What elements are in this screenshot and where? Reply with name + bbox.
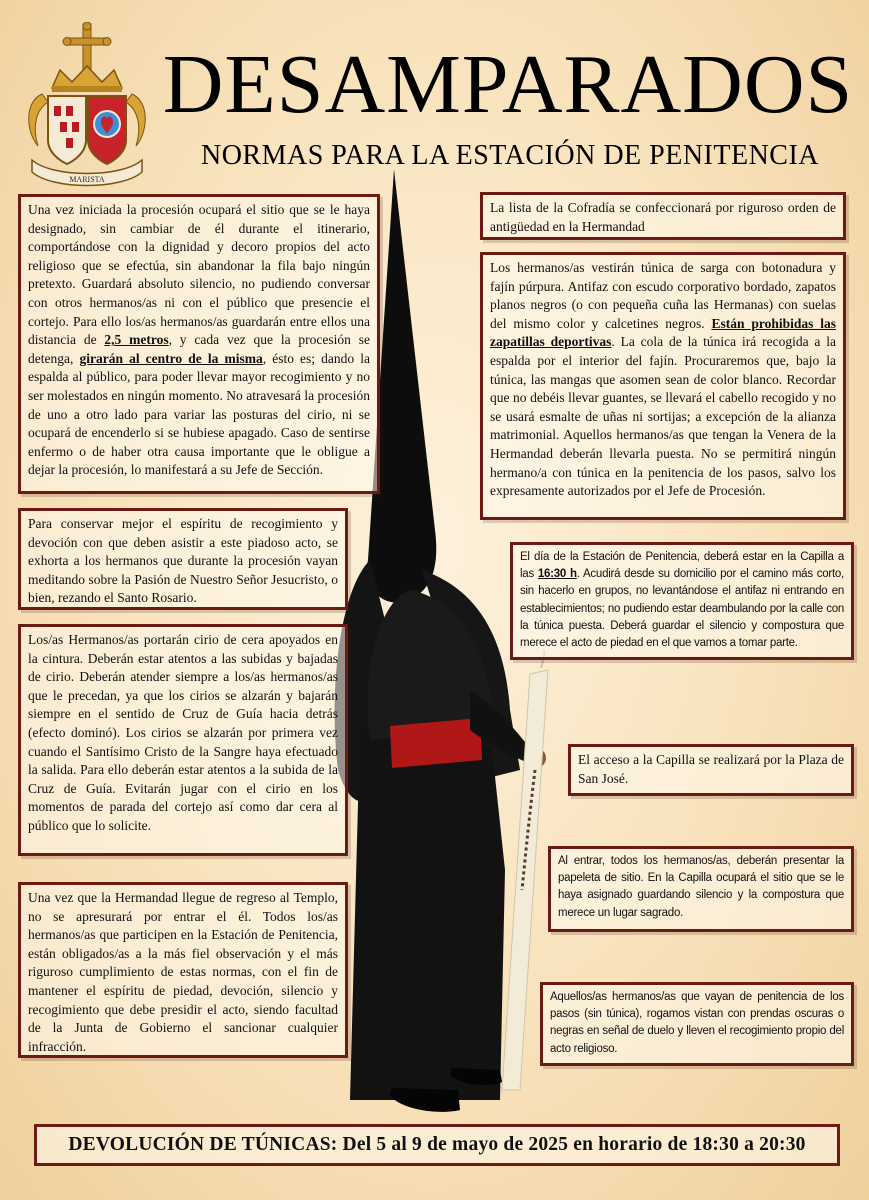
rule-chapel-access: El acceso a la Capilla se realizará por la Plaza de San José. — [568, 744, 854, 796]
page-title: DESAMPARADOS — [162, 38, 854, 131]
rule-entry-ticket: Al entrar, todos los hermanos/as, deberán presentar la papeleta de sitio. En la Capilla ocupará el sitio que se le haya asignado guardando silencio y la compostura que merece un lugar sagrado. — [548, 846, 854, 932]
rule-spirit-devotion: Para conservar mejor el espíritu de recogimiento y devoción con que deben asistir a este piadoso acto, se exhorta a los hermanos que durante la procesión vayan meditando sobre la Pasión de Nuestro Señor Jesucristo, o bien, rezando el Santo Rosario. — [18, 508, 348, 610]
rule-candles: Los/as Hermanos/as portarán cirio de cera apoyados en la cintura. Deberán estar atentos a las subidas y bajadas de cirio. Deberán atender siempre a los/as hermanos/as que le precedan, ya que los cirios se alzarán y bajarán siempre en el sentido de Cruz de Guía hacia detrás (efecto dominó). Los cirios se alzarán por primera vez cuando el Santísimo Cristo de la Sangre haya efectuado la salida. Para ello deberán estar atentos a la subida de la Cruz de Guía. Evitarán jugar con el cirio en los momentos de parada del cortejo así como dar cera al público que lo solicite. — [18, 624, 348, 856]
rule-return-temple: Una vez que la Hermandad llegue de regreso al Templo, no se apresurará por entrar el él. Todos los/as hermanos/as que participen en la Estación de Penitencia, están obligados/as a la más fiel observación y el más riguroso cumplimiento de estas normas, con el fin de mantener el espíritu de piedad, devoción, silencio y recogimiento que debe presidir el acto, siendo facultad de la Junta de Gobierno el sancionar cualquier infracción. — [18, 882, 348, 1058]
crest-ribbon-text: MARISTA — [69, 175, 105, 184]
rule-arrival-time: El día de la Estación de Penitencia, deberá estar en la Capilla a las 16:30 h. Acudirá desde su domicilio por el camino más corto, sin hacerlo en grupos, no levantándose el antifaz ni entrando en establecimientos; no pudiendo estar deambulando por la calle con la túnica puesta. Deberá guardar el silencio y compostura que merece el acto de piedad en el que vamos a tomar parte. — [510, 542, 854, 660]
tunic-return-banner: DEVOLUCIÓN DE TÚNICAS: Del 5 al 9 de mayo de 2025 en horario de 18:30 a 20:30 — [34, 1124, 840, 1166]
rule-attire: Los hermanos/as vestirán túnica de sarga con botonadura y fajín púrpura. Antifaz con escudo corporativo bordado, zapatos planos negros (o con pequeña cuña las Hermanas) con suelas del mismo color y calcetines negros. Están prohibidas las zapatillas deportivas. La cola de la túnica irá recogida a la espalda por el interior del fajín. Procuraremos que, bajo la túnica, las mangas que asomen sean de color blanco. Recordar que no debéis llevar guantes, se llevará el cabello recogido y no se usará esmalte de uñas ni sortijas; a excepción de la alianza matrimonial. Aquellos hermanos/as que tengan la Venera de la Hermandad deberán llevarla puesta. No se permitirá ningún hermano/a con túnica en la penitencia de los pasos, salvo los expresamente autorizados por el Jefe de Procesión. — [480, 252, 846, 520]
rule-procession-conduct: Una vez iniciada la procesión ocupará el sitio que se le haya designado, sin cambiar de él durante el itinerario, comportándose con la dignidad y decoro propios del acto religioso que se efectúa, sin abandonar la fila bajo ningún pretexto. Guardará absoluto silencio, no pudiendo conversar con otros hermanos/as ni con el público que presencie el cortejo. Para ello los/as hermanos/as guardarán entre ellos una distancia de 2,5 metros, y cada vez que la procesión se detenga, girarán al centro de la misma, ésto es; dando la espalda al público, para poder llevar mayor recogimiento y no ser molestados en ningún momento. No atravesará la procesión de uno a otro lado para variar las posturas del cirio, ni se ocupará de encenderlo si se hubiese apagado. Caso de sentirse enfermo o de haber otra causa importante que le obligue a dejar la procesión, lo manifestará a su Jefe de Sección. — [18, 194, 380, 494]
rule-non-tunic-penitents: Aquellos/as hermanos/as que vayan de penitencia de los pasos (sin túnica), rogamos vistan con prendas oscuras o negras en señal de duelo y lleven el recogimiento propio del acto religioso. — [540, 982, 854, 1066]
coat-of-arms-icon — [22, 22, 152, 190]
page-subtitle: NORMAS PARA LA ESTACIÓN DE PENITENCIA — [200, 140, 820, 171]
rule-brotherhood-list: La lista de la Cofradía se confeccionará por riguroso orden de antigüedad en la Hermandad — [480, 192, 846, 240]
